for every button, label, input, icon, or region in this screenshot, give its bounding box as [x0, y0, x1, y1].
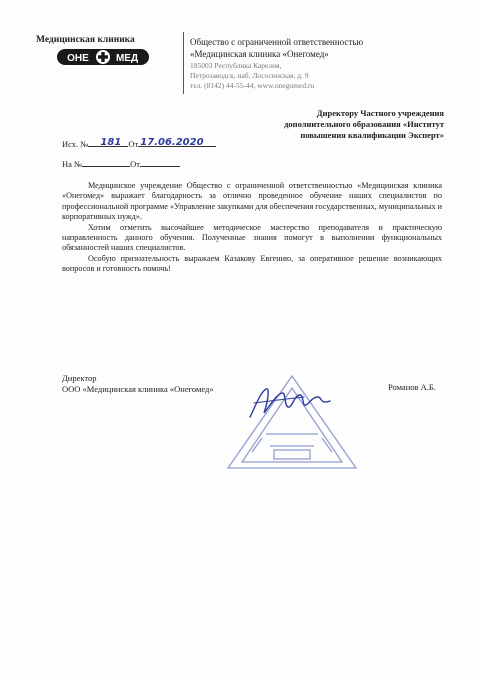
signatory-name: Романов А.Б.	[388, 382, 436, 392]
out-number-handwritten: 181	[100, 137, 122, 148]
body-paragraph-1: Медицинское учреждение Общество с ограниченной ответственностью «Медицинская клиника «Онегомед» выражает благодарность за отлично проведенное обучение наших специалистов по профессиональной программе «Управление закупками для обеспечения государственных, муниципальных и корпоративных нужд».	[62, 181, 442, 222]
svg-text:МЕД: МЕД	[115, 53, 139, 64]
clinic-name: Медицинская клиника	[36, 35, 135, 45]
in-number-field	[82, 157, 130, 167]
in-number-label: На №	[62, 159, 83, 169]
addressee-line-2: дополнительного образования «Институт	[284, 119, 444, 129]
org-line-2: «Медицинская клиника «Онегомед»	[190, 49, 329, 59]
handwritten-signature	[246, 383, 336, 423]
address-line-3: тел. (8142) 44-55-44, www.onegomed.ru	[190, 81, 315, 90]
in-date-label: От	[130, 159, 141, 169]
body-paragraph-2: Хотим отметить высочайшее методическое мастерство преподавателя и практическую направленность данного обучения. Полученные знания помогут в выполнении функциональных обязанностей наших специалистов.	[62, 222, 442, 253]
addressee-line-3: повышения квалификации Эксперт»	[300, 130, 444, 140]
out-date-label: От	[128, 139, 139, 149]
signatory-organization: ООО «Медицинская клиника «Онегомед»	[62, 384, 214, 394]
svg-text:ОНЕ: ОНЕ	[67, 53, 89, 64]
org-line-1: Общество с ограниченной ответственностью	[190, 37, 364, 47]
org-block	[190, 36, 363, 91]
address-line-2: Петрозаводск, наб. Лососинская, д. 9	[190, 71, 309, 80]
in-date-field	[140, 157, 180, 167]
out-date-field	[138, 137, 216, 147]
out-date-handwritten: 17.06.2020	[140, 137, 204, 148]
signatory-title	[62, 373, 214, 395]
addressee-line-1: Директору Частного учреждения	[316, 108, 444, 118]
out-number-label: Исх. №	[62, 139, 89, 149]
outgoing-reference	[62, 137, 216, 149]
header-divider	[183, 32, 184, 94]
body-paragraph-3: Особую признательность выражаем Казакову Евгению, за оперативное решение возникающих вопросов и готовность помочь!	[62, 253, 442, 274]
address-line-1: 185003 Республика Карелия,	[190, 61, 282, 70]
signatory-position: Директор	[62, 373, 97, 383]
org-address	[190, 61, 363, 91]
addressee-block	[204, 108, 444, 141]
letter-body	[62, 181, 442, 275]
onegomed-logo	[57, 48, 149, 66]
out-number-field	[88, 137, 128, 147]
incoming-reference	[62, 157, 180, 169]
